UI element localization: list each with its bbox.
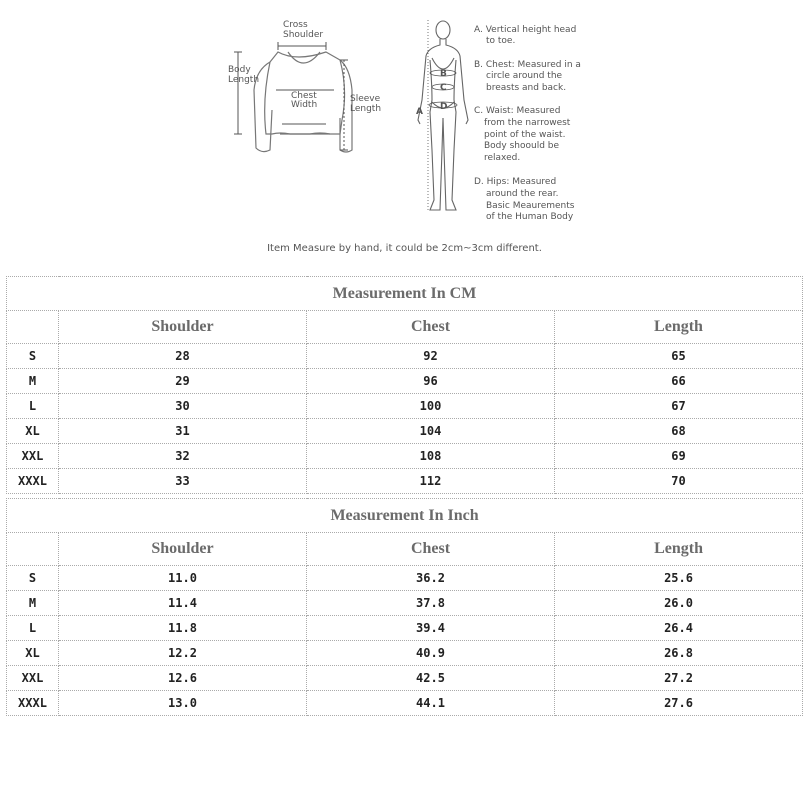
column-header: Chest [307, 311, 555, 344]
legend-line: relaxed. [484, 153, 521, 163]
length-cell: 69 [555, 444, 803, 469]
table-row [7, 369, 803, 394]
size-table-inch [6, 498, 803, 716]
body-letter-c: C [440, 83, 447, 93]
column-header: Shoulder [59, 533, 307, 566]
shoulder-cell: 13.0 [59, 691, 307, 716]
table-row [7, 666, 803, 691]
size-cell: XXXL [7, 469, 59, 494]
legend-line: B. Chest: Measured in a [474, 60, 581, 70]
column-header: Chest [307, 533, 555, 566]
size-cell: S [7, 566, 59, 591]
length-cell: 26.4 [555, 616, 803, 641]
body-figure [418, 21, 468, 210]
cross-shoulder-label: Cross [283, 20, 308, 30]
size-cell: XXL [7, 666, 59, 691]
table-title: Measurement In CM [7, 277, 803, 311]
length-cell: 65 [555, 344, 803, 369]
length-cell: 26.8 [555, 641, 803, 666]
chest-cell: 100 [307, 394, 555, 419]
chest-width-label: Chest [291, 91, 317, 101]
shoulder-cell: 29 [59, 369, 307, 394]
chest-cell: 112 [307, 469, 555, 494]
legend-line: of the Human Body [486, 212, 574, 222]
length-cell: 66 [555, 369, 803, 394]
length-cell: 26.0 [555, 591, 803, 616]
measurement-diagram [0, 0, 809, 262]
legend-line: point of the waist. [484, 130, 566, 140]
chest-cell: 104 [307, 419, 555, 444]
column-header [7, 533, 59, 566]
size-table-cm [6, 276, 803, 494]
table-row [7, 344, 803, 369]
legend-line: Body shoould be [484, 141, 560, 151]
sleeve-length-label: Length [350, 104, 382, 114]
column-header [7, 311, 59, 344]
size-cell: S [7, 344, 59, 369]
sleeve-length-label: Sleeve [350, 94, 381, 104]
chest-cell: 44.1 [307, 691, 555, 716]
table-row [7, 616, 803, 641]
table-title: Measurement In Inch [7, 499, 803, 533]
column-header: Shoulder [59, 311, 307, 344]
shoulder-cell: 11.8 [59, 616, 307, 641]
shoulder-cell: 32 [59, 444, 307, 469]
chest-cell: 37.8 [307, 591, 555, 616]
chest-cell: 42.5 [307, 666, 555, 691]
body-letter-a: A [416, 107, 423, 117]
shoulder-cell: 11.0 [59, 566, 307, 591]
column-header: Length [555, 533, 803, 566]
table-row [7, 566, 803, 591]
legend-line: D. Hips: Measured [474, 177, 557, 187]
shoulder-cell: 12.2 [59, 641, 307, 666]
body-length-label: Length [228, 75, 260, 85]
legend-line: circle around the [486, 71, 563, 81]
legend-line: around the rear. [486, 189, 559, 199]
legend-line: from the narrowest [484, 118, 571, 128]
table-row [7, 444, 803, 469]
body-length-label: Body [228, 65, 251, 75]
length-cell: 27.6 [555, 691, 803, 716]
body-letter-b: B [440, 69, 447, 79]
table-row [7, 641, 803, 666]
legend-line: Basic Meaurements [486, 201, 575, 211]
shoulder-cell: 28 [59, 344, 307, 369]
shoulder-cell: 12.6 [59, 666, 307, 691]
shoulder-cell: 11.4 [59, 591, 307, 616]
shoulder-cell: 33 [59, 469, 307, 494]
shoulder-cell: 31 [59, 419, 307, 444]
cross-shoulder-label: Shoulder [283, 30, 324, 40]
column-header: Length [555, 311, 803, 344]
shoulder-cell: 30 [59, 394, 307, 419]
size-cell: XXL [7, 444, 59, 469]
body-letter-d: D [440, 102, 448, 112]
size-cell: L [7, 616, 59, 641]
chest-cell: 96 [307, 369, 555, 394]
legend-line: to toe. [486, 36, 516, 46]
table-row [7, 469, 803, 494]
length-cell: 27.2 [555, 666, 803, 691]
length-cell: 70 [555, 469, 803, 494]
legend-line: C. Waist: Measured [474, 106, 561, 116]
size-cell: XL [7, 419, 59, 444]
length-cell: 68 [555, 419, 803, 444]
size-cell: XXXL [7, 691, 59, 716]
table-row [7, 691, 803, 716]
table-row [7, 419, 803, 444]
chest-cell: 108 [307, 444, 555, 469]
length-cell: 67 [555, 394, 803, 419]
chest-cell: 36.2 [307, 566, 555, 591]
size-cell: XL [7, 641, 59, 666]
measure-note: Item Measure by hand, it could be 2cm~3cm different. [267, 243, 542, 254]
legend-line: A. Vertical height head [474, 25, 577, 35]
table-row [7, 591, 803, 616]
size-cell: M [7, 369, 59, 394]
chest-width-label: Width [291, 100, 318, 110]
table-row [7, 394, 803, 419]
legend-line: breasts and back. [486, 83, 567, 93]
chest-cell: 40.9 [307, 641, 555, 666]
length-cell: 25.6 [555, 566, 803, 591]
chest-cell: 92 [307, 344, 555, 369]
size-cell: L [7, 394, 59, 419]
size-cell: M [7, 591, 59, 616]
chest-cell: 39.4 [307, 616, 555, 641]
measurement-legend [474, 25, 581, 222]
